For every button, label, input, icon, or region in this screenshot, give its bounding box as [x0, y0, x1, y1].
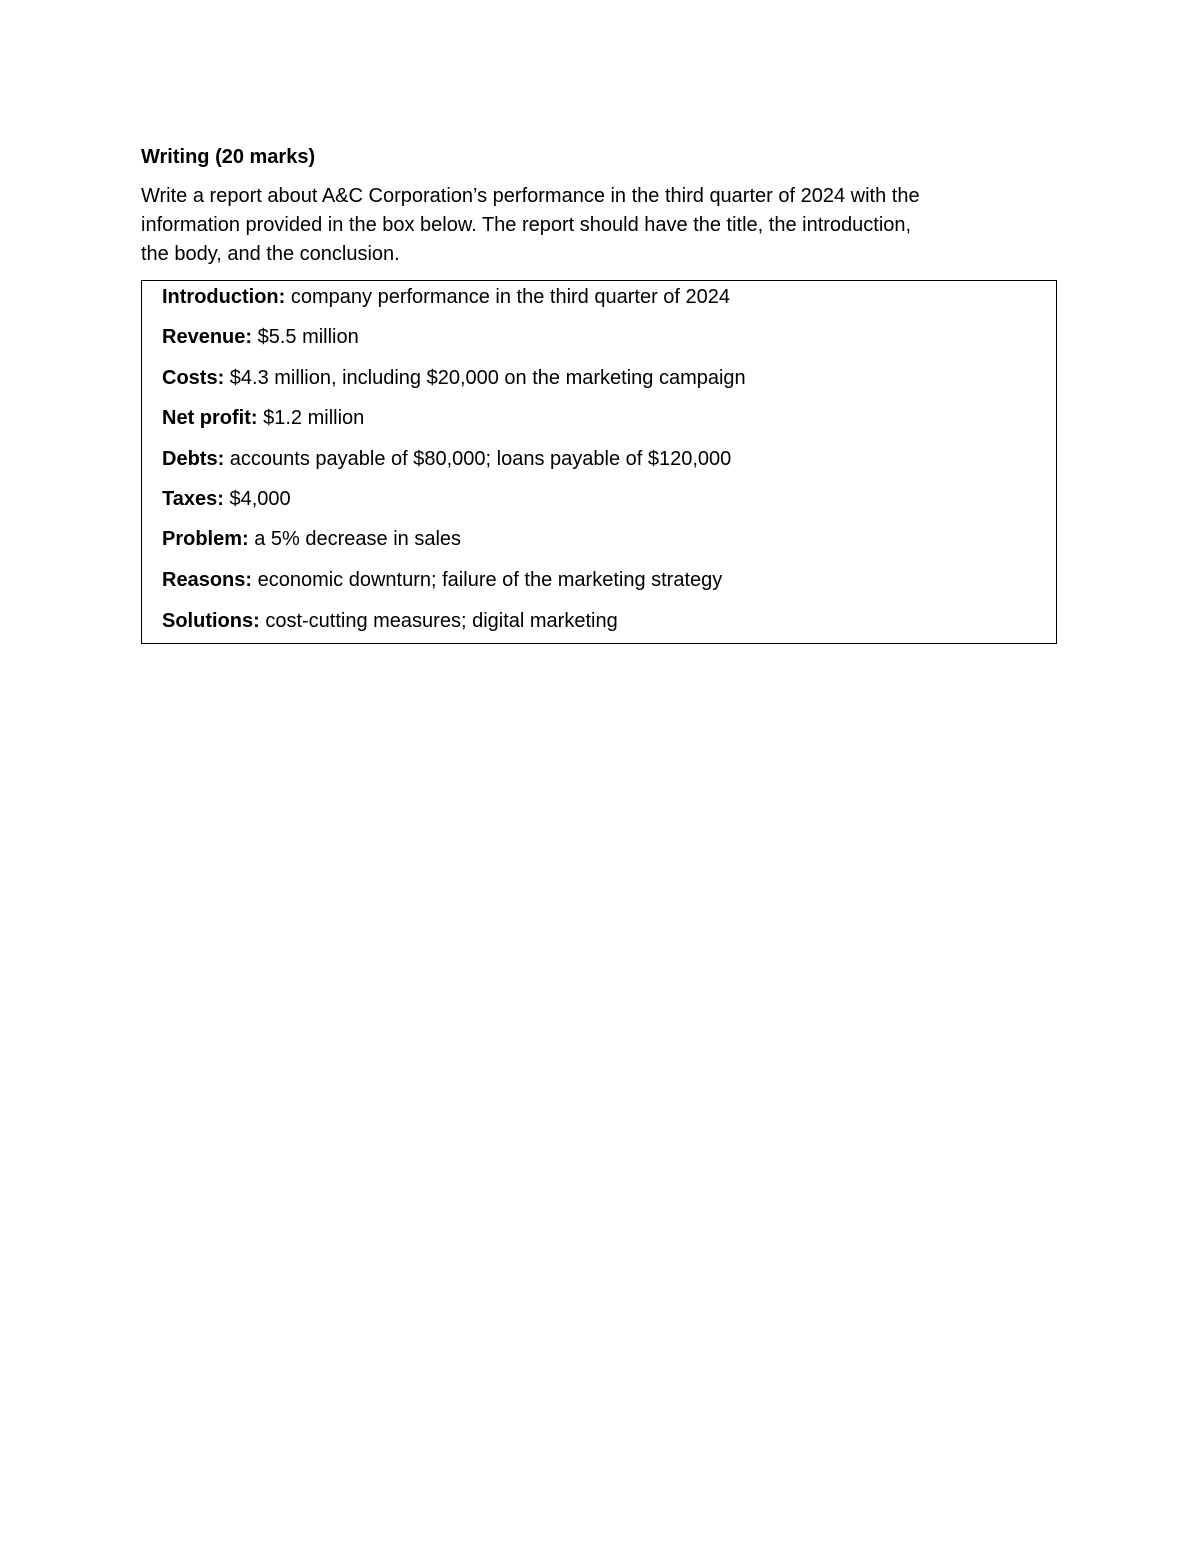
info-label: Taxes: — [162, 488, 224, 510]
instructions-line: the body, and the conclusion. — [141, 243, 400, 265]
info-row-net-profit — [162, 404, 364, 432]
info-value: $4,000 — [223, 488, 291, 510]
info-label: Debts: — [162, 448, 225, 470]
info-label: Revenue: — [162, 326, 253, 348]
info-row-taxes — [162, 485, 291, 513]
instructions-line: Write a report about A&C Corporation’s performance in the third quarter of 2024 with the — [141, 185, 920, 207]
info-value: economic downturn; failure of the marketing strategy — [252, 569, 723, 591]
info-row-reasons — [162, 566, 722, 594]
info-row-revenue — [162, 323, 359, 351]
instructions-line: information provided in the box below. The report should have the title, the introduction, — [141, 214, 912, 236]
info-label: Net profit: — [162, 407, 258, 429]
information-box — [141, 280, 1057, 644]
info-value: a 5% decrease in sales — [248, 528, 462, 550]
info-row-solutions — [162, 607, 618, 635]
info-value: $5.5 million — [252, 326, 359, 348]
info-value: company performance in the third quarter of 2024 — [285, 286, 731, 308]
info-label: Solutions: — [162, 610, 260, 632]
info-value: $4.3 million, including $20,000 on the marketing campaign — [224, 367, 746, 389]
info-label: Problem: — [162, 528, 249, 550]
task-instructions — [141, 182, 1061, 269]
info-value: accounts payable of $80,000; loans payable of $120,000 — [224, 448, 732, 470]
info-value: $1.2 million — [257, 407, 365, 429]
section-heading: Writing (20 marks) — [141, 146, 316, 168]
info-row-introduction — [162, 283, 730, 311]
info-value: cost-cutting measures; digital marketing — [259, 610, 618, 632]
info-row-problem — [162, 525, 461, 553]
info-label: Introduction: — [162, 286, 286, 308]
info-row-debts — [162, 445, 731, 473]
info-row-costs — [162, 364, 746, 392]
info-label: Reasons: — [162, 569, 253, 591]
info-label: Costs: — [162, 367, 225, 389]
